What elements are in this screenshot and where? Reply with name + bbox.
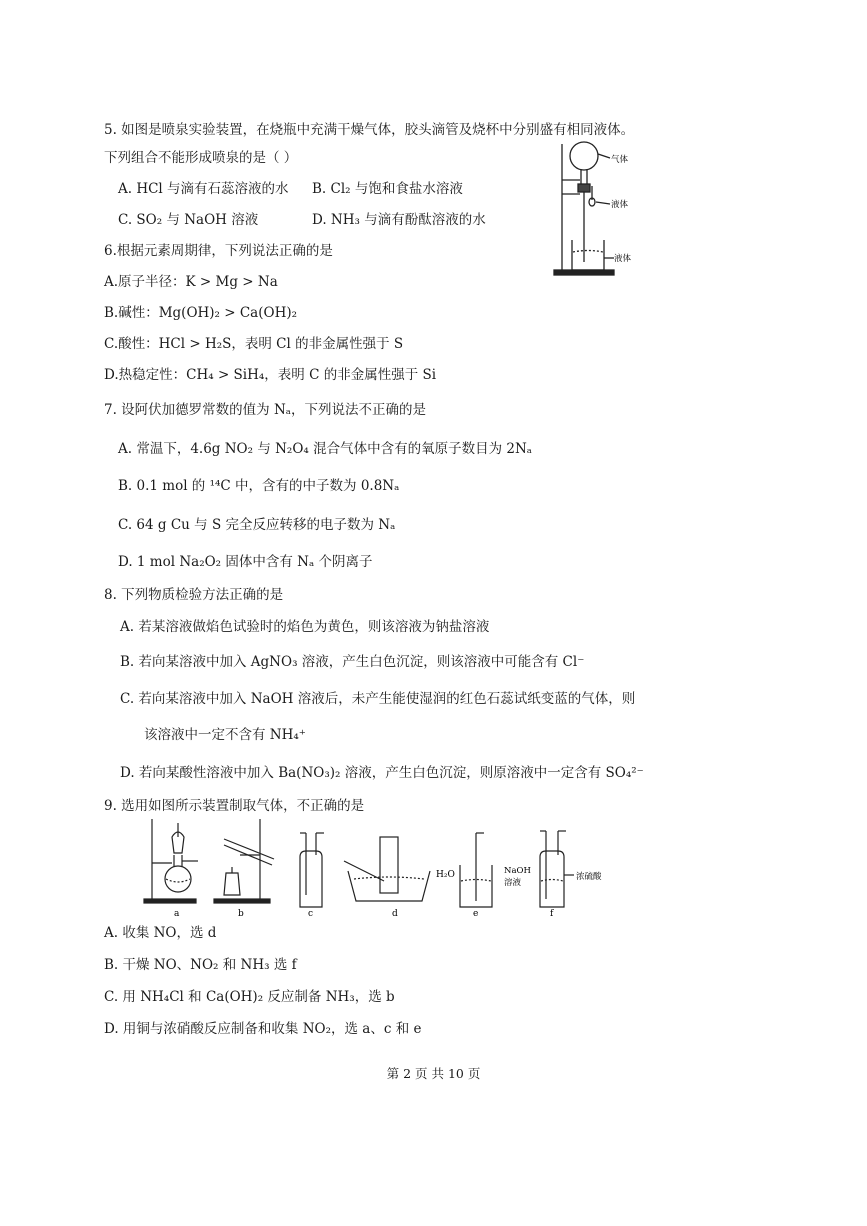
q5-option-c: C. SO₂ 与 NaOH 溶液: [118, 212, 259, 228]
q9-option-c: C. 用 NH₄Cl 和 Ca(OH)₂ 反应制备 NH₃，选 b: [104, 989, 395, 1005]
q6-option-c: C.酸性：HCl > H₂S，表明 Cl 的非金属性强于 S: [104, 336, 404, 352]
q5-option-d: D. NH₃ 与滴有酚酞溶液的水: [312, 212, 486, 228]
q7-stem: 7. 设阿伏加德罗常数的值为 Nₐ，下列说法不正确的是: [104, 402, 426, 418]
fig-letter-a: a: [174, 909, 180, 919]
q9-option-a: A. 收集 NO，选 d: [104, 925, 217, 941]
q7-option-b: B. 0.1 mol 的 ¹⁴C 中，含有的中子数为 0.8Nₐ: [118, 478, 400, 494]
q5-option-b: B. Cl₂ 与饱和食盐水溶液: [312, 181, 463, 197]
q6-option-b: B.碱性：Mg(OH)₂ > Ca(OH)₂: [104, 305, 298, 321]
q8-option-a: A. 若某溶液做焰色试验时的焰色为黄色，则该溶液为钠盐溶液: [120, 619, 490, 635]
q6-option-d: D.热稳定性：CH₄ > SiH₄，表明 C 的非金属性强于 Si: [104, 367, 437, 383]
q7-option-d: D. 1 mol Na₂O₂ 固体中含有 Nₐ 个阴离子: [118, 554, 373, 570]
q7-option-a: A. 常温下，4.6g NO₂ 与 N₂O₄ 混合气体中含有的氧原子数目为 2Nₐ: [118, 441, 533, 457]
fig-label-conc-sulfuric-acid: 浓硫酸: [576, 872, 602, 882]
fountain-apparatus-figure: [548, 134, 638, 278]
fig-letter-b: b: [238, 909, 244, 919]
q8-option-b: B. 若向某溶液中加入 AgNO₃ 溶液，产生白色沉淀，则该溶液中可能含有 Cl⁻: [120, 654, 585, 670]
q8-option-c-line1: C. 若向某溶液中加入 NaOH 溶液后，未产生能使湿润的红色石蕊试纸变蓝的气体，则: [120, 691, 636, 707]
q9-option-b: B. 干燥 NO、NO₂ 和 NH₃ 选 f: [104, 957, 297, 973]
q6-stem: 6.根据元素周期律，下列说法正确的是: [104, 243, 333, 259]
fig-label-h2o: H₂O: [436, 870, 455, 880]
gas-apparatus-figure: [140, 815, 620, 920]
fig-label-naoh-solution: 溶液: [504, 878, 522, 888]
fig-letter-d: d: [392, 909, 398, 919]
fig-letter-f: f: [550, 909, 554, 919]
q5-stem-line2: 下列组合不能形成喷泉的是（ ）: [104, 150, 298, 166]
q6-option-a: A.原子半径：K > Mg > Na: [104, 274, 278, 290]
q7-option-c: C. 64 g Cu 与 S 完全反应转移的电子数为 Nₐ: [118, 517, 396, 533]
page-footer: 第 2 页 共 10 页: [386, 1066, 481, 1081]
fig-letter-c: c: [308, 909, 314, 919]
fig-label-liquid-1: 液体: [611, 200, 629, 210]
q9-stem: 9. 选用如图所示装置制取气体，不正确的是: [104, 798, 365, 814]
q9-option-d: D. 用铜与浓硝酸反应制备和收集 NO₂，选 a、c 和 e: [104, 1021, 422, 1037]
q5-option-a: A. HCl 与滴有石蕊溶液的水: [118, 181, 289, 197]
q5-stem-line1: 5. 如图是喷泉实验装置，在烧瓶中充满干燥气体，胶头滴管及烧杯中分别盛有相同液体。: [104, 122, 635, 138]
fig-label-liquid-2: 液体: [614, 254, 632, 264]
q8-stem: 8. 下列物质检验方法正确的是: [104, 587, 284, 603]
fig-letter-e: e: [473, 909, 479, 919]
fig-label-naoh: NaOH: [504, 866, 531, 876]
q8-option-d: D. 若向某酸性溶液中加入 Ba(NO₃)₂ 溶液，产生白色沉淀，则原溶液中一定含有 SO₄²⁻: [120, 765, 644, 781]
fig-label-gas: 气体: [611, 155, 629, 165]
q8-option-c-line2: 该溶液中一定不含有 NH₄⁺: [144, 727, 306, 743]
